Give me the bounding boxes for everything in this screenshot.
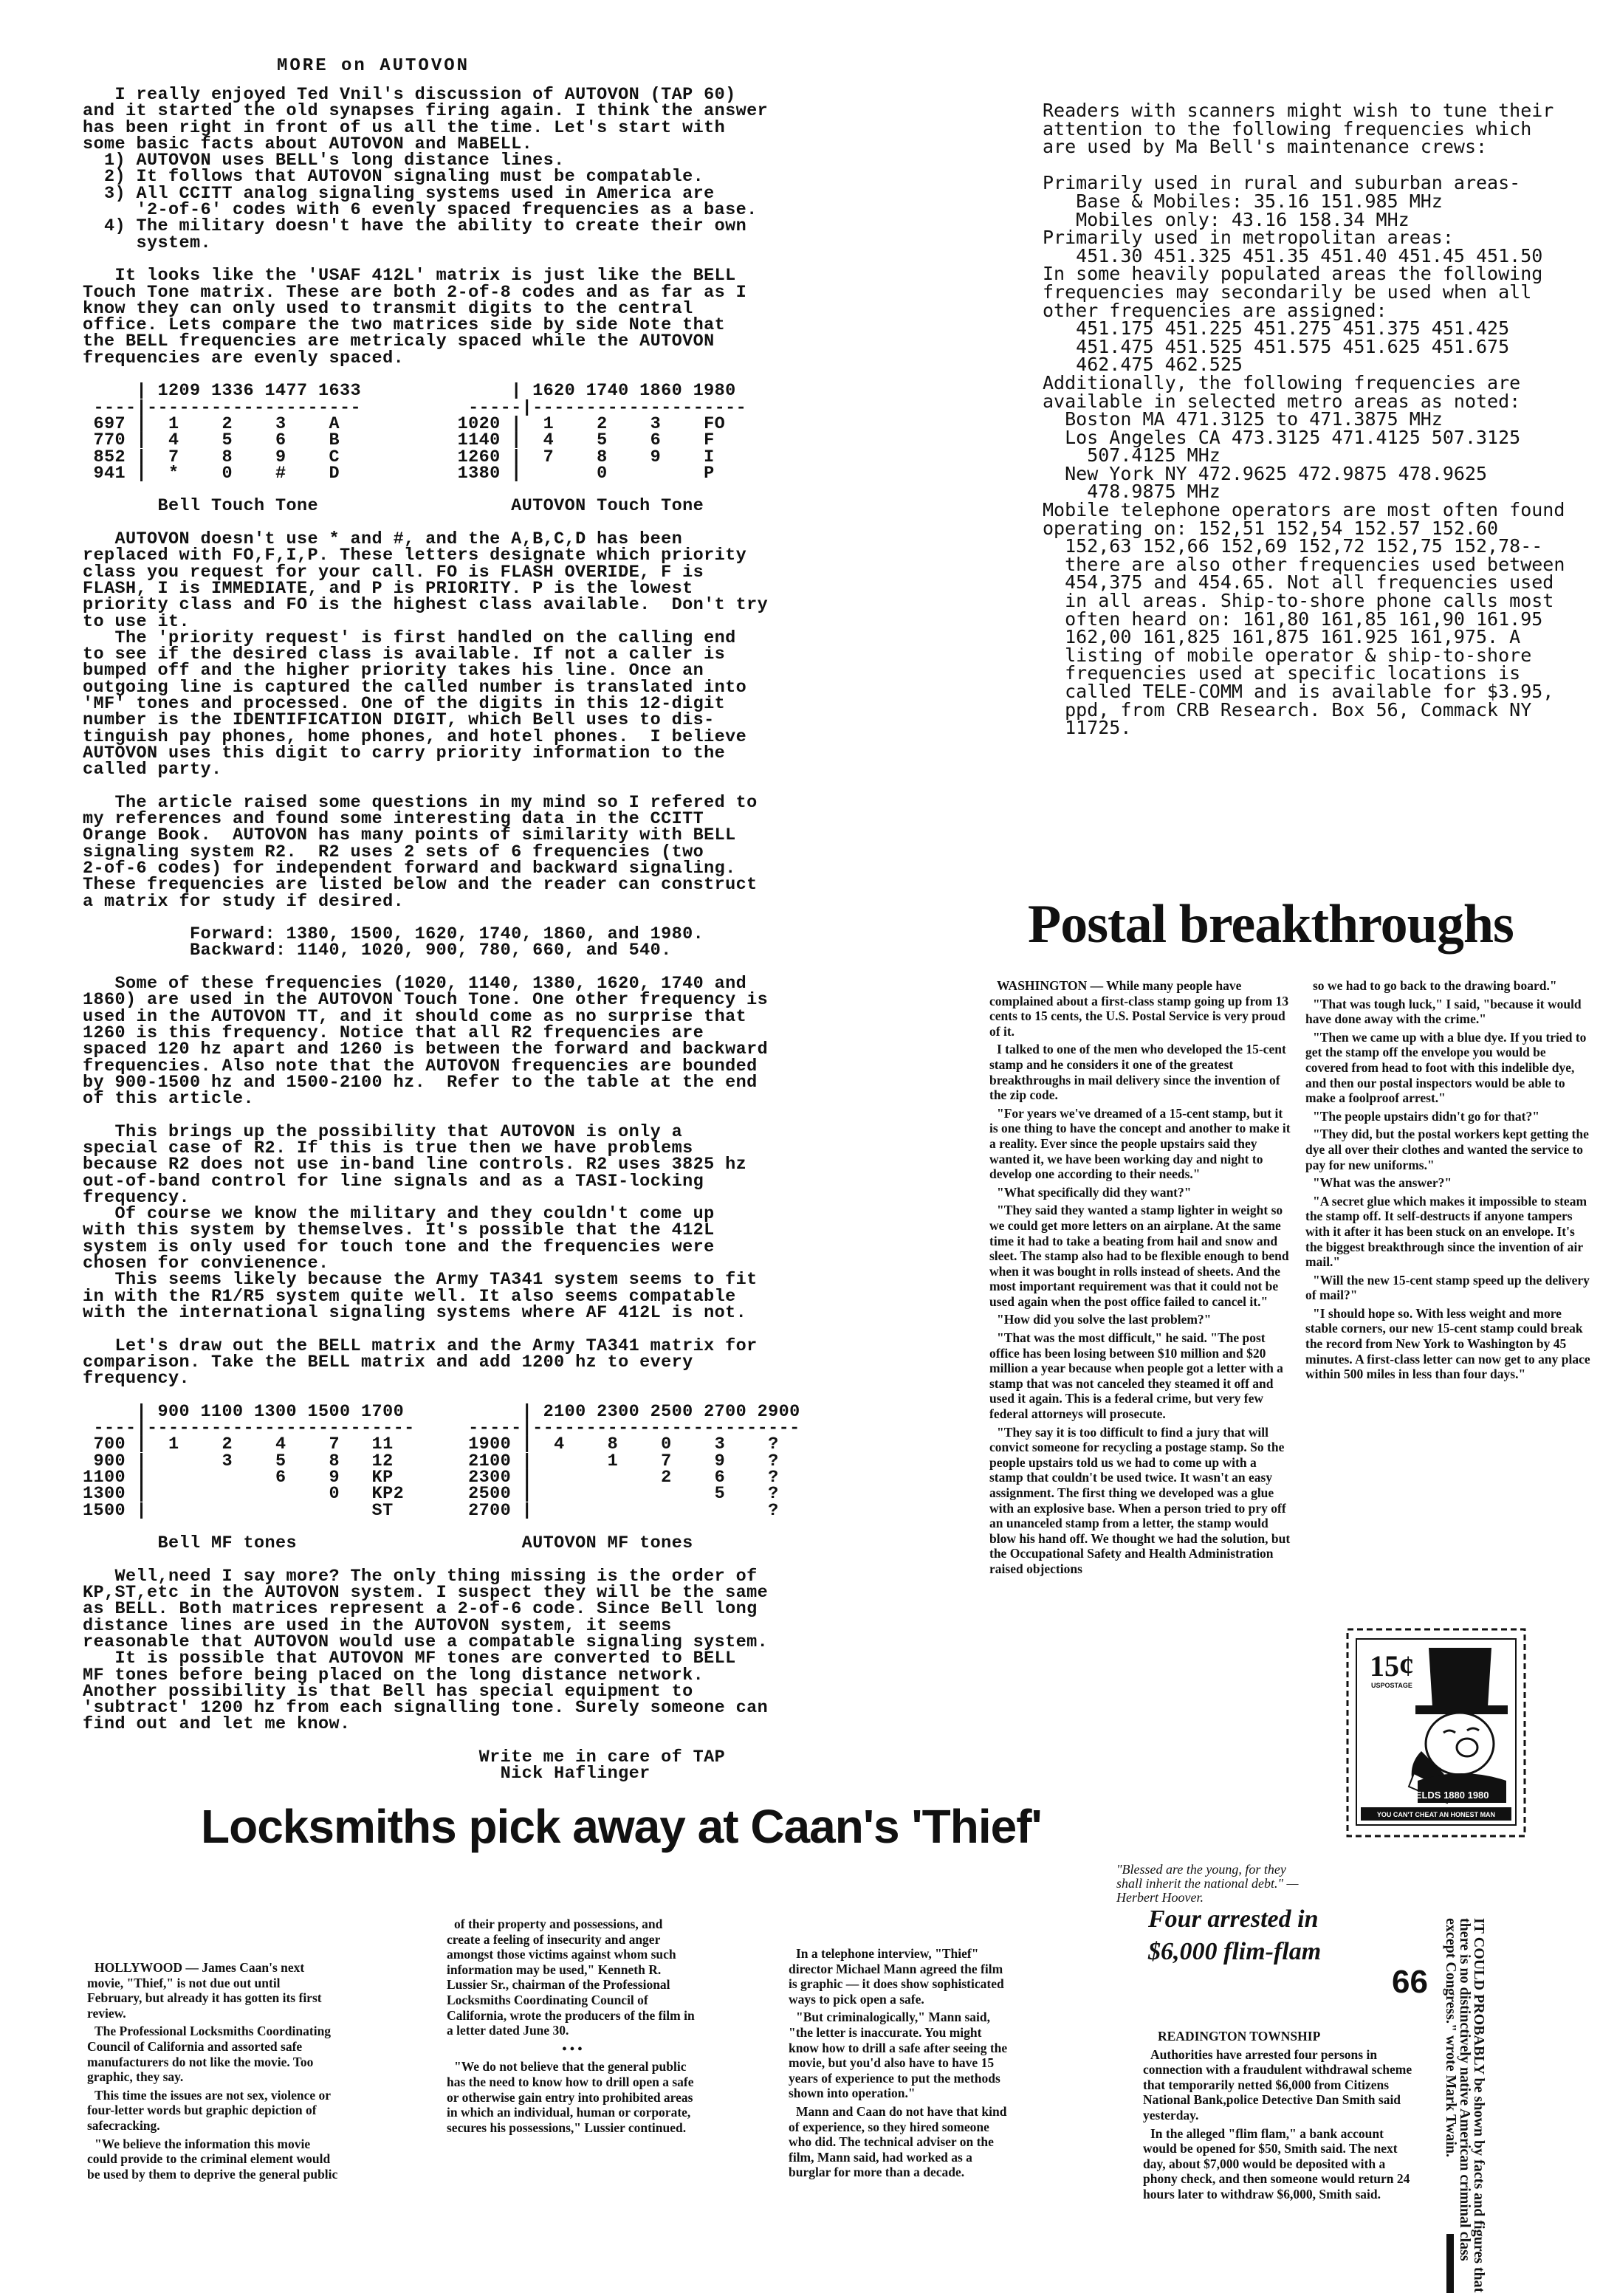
paragraph: • • • — [562, 2041, 583, 2056]
paragraph: "For years we've dreamed of a 15-cent stamp, but it is one thing to have the concept and another to make it a reality. Ever since the people upstairs said they wanted it, we have been working day and night to develop one according to their needs." — [989, 1105, 1291, 1182]
paragraph: This time the issues are not sex, violence or four-letter words but graphic depiction of safecracking. — [87, 2087, 331, 2133]
postal-column-1 — [989, 978, 1292, 1580]
stamp-value: 15¢ — [1370, 1649, 1414, 1683]
paragraph: of their property and possessions, and create a feeling of insecurity and anger amongst those victims against whom such information may be used," Kenneth R. Lussier Sr., chairman of the Professional Locksmiths Coordinating Council of California, wrote the producers of the film in a letter dated June 30. — [447, 1917, 695, 2038]
stamp-postage-label: USPOSTAGE — [1371, 1682, 1412, 1689]
vertical-twain-quote — [1443, 1918, 1490, 2293]
paragraph: "That was the most difficult," he said. "The post office has been losing between $10 million and $20 million a year because when people got a letter with a stamp that was not canceled they steamed it off and used it again. This is a federal crime, but very few federal attorneys will prosecute. — [989, 1330, 1283, 1422]
four-arrested-body — [1143, 2029, 1420, 2205]
postal-headline: Postal breakthroughs — [1028, 894, 1514, 955]
paragraph: In the alleged "flim flam," a bank account would be opened for $50, Smith said. The next day, about $7,000 would be deposited with a phony check, and then someone would return 24 hours later to withdraw $6,000, Smith said. — [1143, 2125, 1410, 2202]
paragraph: "We believe the information this movie could provide to the criminal element would be used by them to deprive the general public — [87, 2136, 338, 2182]
paragraph: WASHINGTON — While many people have complained about a first-class stamp going up from 13 cents to 15 cents, the U.S. Postal Service is very proud of it. — [989, 978, 1289, 1039]
paragraph: Authorities have arrested four persons in connection with a fraudulent withdrawal scheme that temporarily netted $6,000 from Citizens National Bank,police Detective Dan Smith said yesterday. — [1143, 2046, 1412, 2123]
top-hat-icon — [1429, 1648, 1491, 1707]
locksmith-column-2 — [447, 1917, 698, 2138]
paragraph: so we had to go back to the drawing board." — [1313, 978, 1557, 993]
article-heading: MORE on AUTOVON — [277, 56, 470, 76]
paragraph: In a telephone interview, "Thief" director Michael Mann agreed the film is graphic — it does show sophisticated ways to pick open a safe. — [789, 1946, 1004, 2007]
twain-quote-text: IT COULD PROBABLY be shown by facts and figures that there is no distinctively native American criminal class except Congress." wrote Mark Twain. — [1443, 1918, 1487, 2293]
paragraph: I talked to one of the men who developed the 15-cent stamp and he considers it one of the greatest breakthroughs in mail delivery since the invention of the zip code. — [989, 1042, 1286, 1103]
paragraph: "The people upstairs didn't go for that?" — [1313, 1108, 1539, 1124]
postal-column-2 — [1305, 978, 1592, 1385]
paragraph: "They did, but the postal workers kept getting the dye all over their clothes and wanted the service to pay for new uniforms." — [1305, 1127, 1589, 1172]
paragraph: "They say it is too difficult to find a jury that will convict someone for recycling a postage stamp. So the people upstairs told us we had to come up with a stamp that couldn't be used twice. It wasn't an easy assignment. The first thing we developed was a glue with an explosive base. When a person tried to pry off an unanceled stamp from a letter, the stamp would blow his hand off. We thought we had the solution, but the Occupational Safety and Health Administration raised objections — [989, 1424, 1291, 1576]
wc-fields-stamp-illustration — [1333, 1626, 1576, 1840]
paragraph: "Then we came up with a blue dye. If you tried to get the stamp off the envelope you would be covered from head to foot with this indelible dye, and then our postal inspectors would be able to make a foolproof arrest." — [1305, 1029, 1587, 1106]
nose — [1457, 1739, 1477, 1756]
paragraph: "What specifically did they want?" — [997, 1184, 1192, 1200]
stamp-banner-text: YOU CAN'T CHEAT AN HONEST MAN — [1376, 1811, 1496, 1818]
paragraph: The Professional Locksmiths Coordinating Council of California and assorted safe manufacturers do not like the movie. Too graphic, they say. — [87, 2024, 332, 2085]
autovon-article-body: I really enjoyed Ted Vnil's discussion of AUTOVON (TAP 60) and it started the old synapses firing again. I think the answer has been right in front of us all the time. Let's start with some basic facts about AUTOVON and MaBELL. 1) AUTOVON uses BELL's long distance lines. 2) It follows that AUTOVON signaling must be compatable. 3) All CCITT analog signaling systems used in America are '2-of-6' codes with 6 evenly spaced frequencies as a base. 4) The military doesn't have the ability to create their own system. It looks like the 'USAF 412L' matrix is just like the BELL Touch Tone matrix. These are both 2-of-8 codes and as far as I know they can only used to transmit digits to the central office. Lets compare the two matrices side by side Note that the BELL frequencies are metricaly spaced while the AUTOVON frequencies are evenly spaced. | 1209 1336 1477 1633 | 1620 1740 1860 1980 ----|-------------------- -----|-------------------- 697 | 1 2 3 A 1020 | 1 2 3 FO 770 | 4 5 6 B 1140 | 4 5 6 F 852 | 7 8 9 C 1260 | 7 8 9 I 941 | * 0 # D 1380 | 0 P Bell Touch Tone AUTOVON Touch Tone AUTOVON doesn't use * and #, and the A,B,C,D has been replaced with FO,F,I,P. These letters designate which priority class you request for your call. FO is FLASH OVERIDE, F is FLASH, I is IMMEDIATE, and P is PRIORITY. P is the lowest priority class and FO is the highest class available. Don't try to use it. The 'priority request' is first handled on the calling end to see if the desired class is available. If not a caller is bumped off and the higher priority takes his line. Once an outgoing line is captured the called number is translated into 'MF' tones and processed. One of the digits in this 12-digit number is the IDENTIFICATION DIGIT, which Bell uses to dis- tinguish pay phones, home phones, and hotel phones. I believe AUTOVON uses this digit to carry priority information to the called party. The article raised some questions in my mind so I refered to my references and found some interesting data in the CCITT Orange Book. AUTOVON has many points of similarity with BELL signaling system R2. R2 uses 2 sets of 6 frequencies (two 2-of-6 codes) for independent forward and backward signaling. These frequencies are listed below and the reader can construct a matrix for study if desired. Forward: 1380, 1500, 1620, 1740, 1860, and 1980. Backward: 1140, 1020, 900, 780, 660, and 540. Some of these frequencies (1020, 1140, 1380, 1620, 1740 and 1860) are used in the AUTOVON Touch Tone. One other frequency is used in the AUTOVON TT, and it should come as no surprise that 1260 is this frequency. Notice that all R2 frequencies are spaced 120 hz apart and 1260 is between the forward and backward frequencies. Also note that the AUTOVON frequencies are bounded by 900-1500 hz and 1500-2100 hz. Refer to the table at the end of this article. This brings up the possibility that AUTOVON is only a special case of R2. If this is true then we have problems because R2 does not use in-band line controls. R2 uses 3825 hz out-of-band control for line signals and as a TASI-locking frequency. Of course we know the military and they couldn't come up with this system by themselves. It's possible that the 412L system is only used for touch tone and the frequencies were chosen for convienence. This seems likely because the Army TA341 system seems to fit in with the R1/R5 system quite well. It also seems compatable with the international signaling systems where AF 412L is not. Let's draw out the BELL matrix and the Army TA341 matrix for comparison. Take the BELL matrix and add 1200 hz to every frequency. | 900 1100 1300 1500 1700 | 2100 2300 2500 2700 2900 ----|------------------------- -----|------------------------- 700 | 1 2 4 7 11 1900 | 4 8 0 3 ? 900 | 3 5 8 12 2100 | 1 7 9 ? 1100 | 6 9 KP 2300 | 2 6 ? 1300 | 0 KP2 2500 | 5 ? 1500 | ST 2700 | ? Bell MF tones AUTOVON MF tones Well,need I say more? The only thing missing is the order of KP,ST,etc in the AUTOVON system. I suspect they will be the same as BELL. Both matrices represent a 2-of-6 code. Since Bell long distance lines are used in the AUTOVON system, it seems reasonable that AUTOVON would use a compatable signaling system. It is possible that AUTOVON MF tones are converted to BELL MF tones before being placed on the long distance network. Another possibility is that Bell has special equipment to 'subtract' 1200 hz from each signalling tone. Surely someone can find out and let me know. Write me in care of TAP Nick Haflinger — [83, 85, 800, 1784]
paragraph: "But criminalogically," Mann said, "the letter is inaccurate. You might know how to drill a safe after seeing the movie, but you'd also have to have 15 years of experience to put the methods shown into operation." — [789, 2010, 1008, 2101]
dateline: READINGTON TOWNSHIP — [1158, 2029, 1321, 2044]
paragraph: "They said they wanted a stamp lighter in weight so we could get more letters on an airplane. At the same time it had to take a beating from hail and snow and sleet. The stamp also had to be flexible enough to bend when it was bought in rolls instead of sheets. And the most important requirement was that it could not be used again when the post office failed to cancel it." — [989, 1203, 1289, 1309]
locksmith-headline: Locksmiths pick away at Caan's 'Thief' — [201, 1800, 1042, 1853]
paragraph: "How did you solve the last problem?" — [997, 1312, 1212, 1327]
paragraph: "That was tough luck," I said, "because it would have done away with the crime." — [1305, 996, 1582, 1027]
paragraph: "A secret glue which makes it impossible to steam the stamp off. It self-destructs if anyone tampers with it after it has been stuck on an envelope. It's the biggest breakthrough since the invention of air mail." — [1305, 1193, 1587, 1270]
stamp-caption: W.C. FIELDS 1880 1980 — [1383, 1790, 1489, 1801]
page-number: 66 — [1392, 1964, 1428, 2000]
paragraph: Mann and Caan do not have that kind of experience, so they hired someone who did. The technical adviser on the film, Mann said, had worked as a burglar for more than a decade. — [789, 2103, 1007, 2180]
paragraph: "Will the new 15-cent stamp speed up the delivery of mail?" — [1305, 1272, 1590, 1303]
paragraph: "We do not believe that the general public has the need to know how to drill open a safe or otherwise gain entry into prohibited areas in which an individual, human or corporate, secures his possessions," Lussier continued. — [447, 2059, 694, 2135]
scanner-frequencies-column: Readers with scanners might wish to tune their attention to the following frequencies which are used by Ma Bell's maintenance crews: Primarily used in rural and suburban areas- Base & Mobiles: 35.16 151.985 MHz Mobiles only: 43.16 158.34 MHz Primarily used in metropolitan areas: 451.30 451.325 451.35 451.40 451.45 451.50 In some heavily populated areas the following frequencies may secondarily be used when all other frequencies are assigned: 451.175 451.225 451.275 451.375 451.425 451.475 451.525 451.575 451.625 451.675 462.475 462.525 Additionally, the following frequencies are available in selected metro areas as noted: Boston MA 471.3125 to 471.3875 MHz Los Angeles CA 473.3125 471.4125 507.3125 507.4125 MHz New York NY 472.9625 472.9875 478.9625 478.9875 MHz Mobile telephone operators are most often found operating on: 152,51 152,54 152.57 152.60 152,63 152,66 152,69 152,72 152,75 152,78-- there are also other frequencies used between 454,375 and 454.65. Not all frequencies used in all areas. Ship-to-shore phone calls most often heard on: 161,80 161,85 161,90 161.95 162,00 161,825 161,875 161.925 161,975. A listing of mobile operator & ship-to-shore frequencies used at specific locations is called TELE-COMM and is available for $3.95, ppd, from CRB Research. Box 56, Commack NY 11725. — [1043, 100, 1565, 739]
locksmith-column-3 — [789, 1946, 1010, 2183]
paragraph: "I should hope so. With less weight and more stable corners, our new 15-cent stamp could break the record from New York to Washington by 45 minutes. A first-class letter can now get to any place within 500 miles in less than four days." — [1305, 1305, 1590, 1382]
four-arrested-headline: Four arrested in $6,000 flim-flam — [1148, 1905, 1322, 1965]
locksmith-column-1 — [87, 1960, 338, 2185]
paragraph: HOLLYWOOD — James Caan's next movie, "Thief," is not due out until February, but already it has gotten its first review. — [87, 1960, 322, 2021]
hoover-quote: "Blessed are the young, for they shall inherit the national debt." — Herbert Hoover. — [1116, 1862, 1299, 1905]
paragraph: "What was the answer?" — [1313, 1175, 1452, 1191]
